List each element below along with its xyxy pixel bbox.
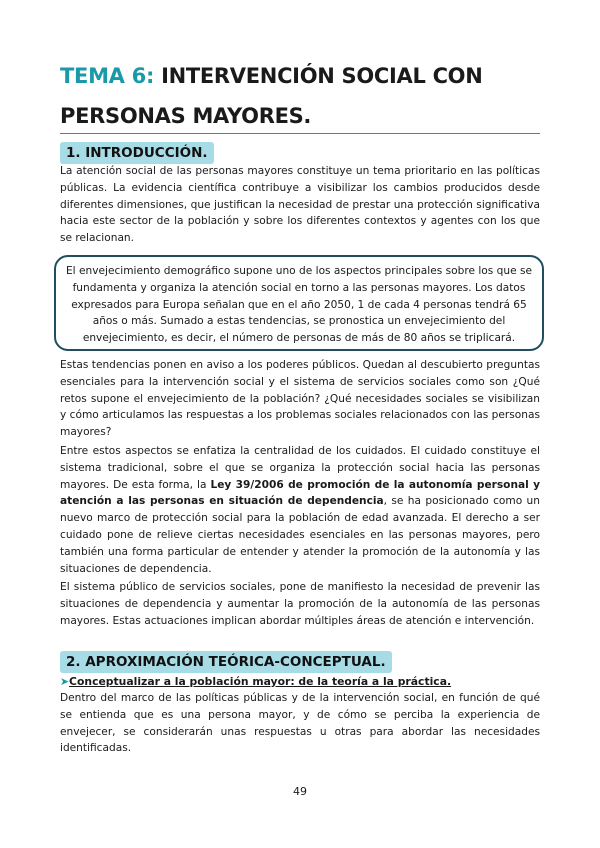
- section-heading-introduccion: 1. INTRODUCCIÓN.: [60, 142, 214, 164]
- intro-paragraph-3-part-a: Entre estos aspectos se enfatiza la centralidad de los cuidados. El cuidado constituye el sistema tradicional, sobre el que se organiza la protección social hacia las personas mayores. De esta forma, la: [60, 445, 540, 491]
- subheading-text: Conceptualizar a la población mayor: de la teoría a la práctica.: [69, 675, 452, 688]
- title-text: INTERVENCIÓN SOCIAL CON PERSONAS MAYORES.: [60, 64, 483, 128]
- title-underline-divider: [60, 133, 540, 134]
- intro-paragraph-3: [60, 443, 540, 577]
- page-number: 49: [293, 785, 307, 798]
- intro-paragraph-4: El sistema público de servicios sociales, pone de manifiesto la necesidad de prevenir las situaciones de dependencia y aumentar la promoción de la autonomía de las personas mayores. Estas actuaciones implican abordar múltiples áreas de atención e intervención.: [60, 581, 540, 627]
- section2-paragraph-1: Dentro del marco de las políticas públicas y de la intervención social, en función de qué se entienda que es una persona mayor, y de cómo se perciba la experiencia de envejecer, se considerarán unas respuestas u otras para abordar las necesidades identificadas.: [60, 692, 540, 755]
- intro-paragraph-1: La atención social de las personas mayores constituye un tema prioritario en las políticas públicas. La evidencia científica contribuye a visibilizar los cambios producidos desde diferentes dimensiones, que justifican la necesidad de prestar una protección significativa hacia este sector de la población y sobre los diferentes contextos y agentes con los que se relacionan.: [60, 165, 540, 245]
- highlight-box: El envejecimiento demográfico supone uno de los aspectos principales sobre los que se fundamenta y organiza la atención social en torno a las personas mayores. Los datos expresados para Europa señalan que en el año 2050, 1 de cada 4 personas tendrá 65 años o más. Sumado a estas tendencias, se pronostica un envejecimiento del envejecimiento, es decir, el número de personas de más de 80 años se triplicará.: [54, 255, 544, 351]
- section-heading-aproximacion: 2. APROXIMACIÓN TEÓRICA-CONCEPTUAL.: [60, 651, 392, 673]
- law-reference-bold: Ley 39/2006 de promoción de la autonomía personal y atención a las personas en situación de dependencia: [60, 478, 541, 508]
- page-title: [60, 56, 540, 136]
- arrow-bullet-icon: ➤: [60, 675, 70, 688]
- title-tema-label: TEMA 6:: [60, 64, 155, 88]
- intro-paragraph-2: Estas tendencias ponen en aviso a los poderes públicos. Quedan al descubierto preguntas esenciales para la intervención social y el sistema de servicios sociales como son ¿Qué retos supone el envejecimiento de la población? ¿Qué necesidades sociales se visibilizan y cómo articulamos las respuestas a los problemas sociales relacionados con las personas mayores?: [60, 359, 540, 439]
- subheading: [60, 674, 540, 690]
- intro-paragraph-3-part-b: , se ha posicionado como un nuevo marco de protección social para la población de edad avanzada. El derecho a ser cuidado pone de relieve ciertas necesidades esenciales en las personas mayores, pero también una forma particular de entender y atender la promoción de la autonomía y las situaciones de dependencia.: [60, 495, 540, 575]
